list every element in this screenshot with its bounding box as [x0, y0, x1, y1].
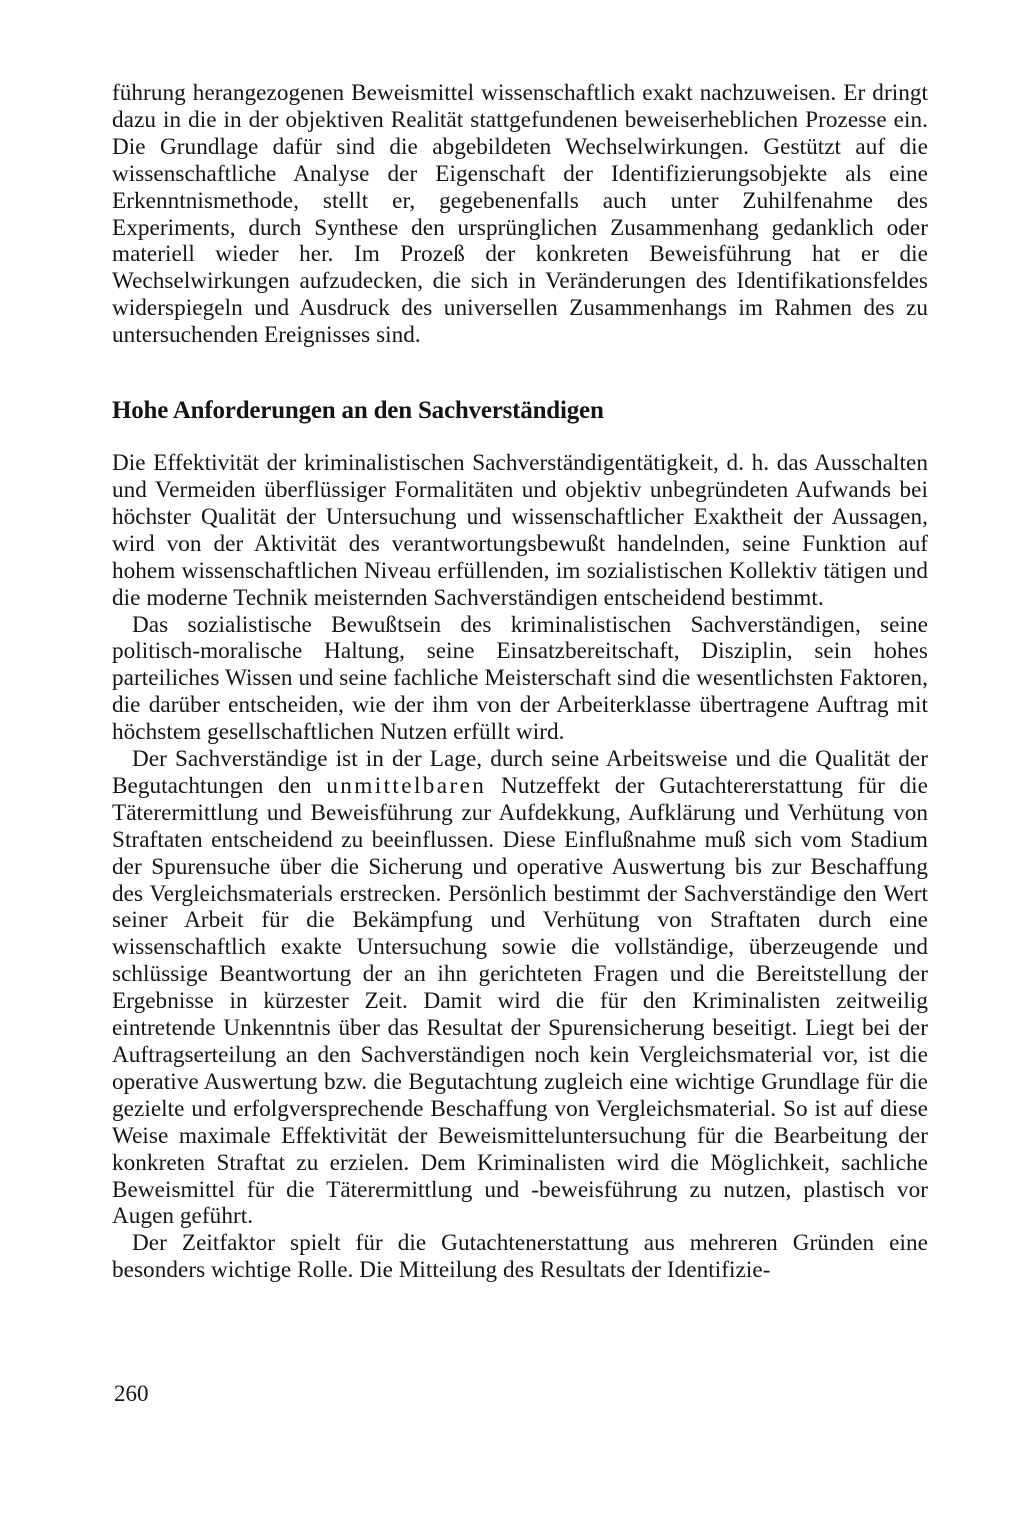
paragraph-4-text-end: Nutzeffekt der Gutachtererstattung für die Täterermittlung und Beweisführung zur Aufdekkung, Aufklärung und Verhütung von Straftaten entscheidend zu beeinflussen. Diese Einflußnahme muß sich vom Stadium der Spurensuche über die Sicherung und operative Auswertung bis zur Beschaffung des Vergleichsmaterials erstrecken. Persönlich bestimmt der Sachverständige den Wert seiner Arbeit für die Bekämpfung und Verhütung von Straftaten durch eine wissenschaftlich exakte Untersuchung sowie die vollständige, überzeugende und schlüssige Beantwortung der an ihn gerichteten Fragen und die Bereitstellung der Ergebnisse in kürzester Zeit. Damit wird die für den Kriminalisten zeitweilig eintretende Unkenntnis über das Resultat der Spurensicherung beseitigt. Liegt bei der Auftragserteilung an den Sachverständigen noch kein Vergleichsmaterial vor, ist die operative Auswertung bzw. die Begutachtung zugleich eine wichtige Grundlage für die gezielte und erfolgversprechende Beschaffung von Vergleichsmaterial. So ist auf diese Weise maximale Effektivität der Beweismitteluntersuchung für die Bearbeitung der konkreten Straftat zu erzielen. Dem Kriminalisten wird die Möglichkeit, sachliche Beweismittel für die Täterermittlung und -beweisführung zu nutzen, plastisch vor Augen geführt.: [112, 772, 928, 1230]
page-body: [112, 80, 928, 1284]
paragraph-4-text-start: Der Sachverständige ist in der Lage, durch seine Arbeitsweise und die Qualität der Begutachtungen den: [112, 746, 928, 799]
emphasized-word: unmittelbaren: [326, 772, 487, 799]
section-heading: Hohe Anforderungen an den Sachverständigen: [112, 397, 604, 425]
paragraph-4: [112, 746, 928, 1230]
paragraph-1: führung herangezogenen Beweismittel wissenschaftlich exakt nachzuweisen. Er dringt dazu in die in der objektiven Realität stattgefundenen beweiserheblichen Prozesse ein. Die Grundlage dafür sind die abgebildeten Wechselwirkungen. Gestützt auf die wissenschaftliche Analyse der Eigenschaft der Identifizierungsobjekte als eine Erkenntnismethode, stellt er, gegebenenfalls auch unter Zuhilfenahme des Experiments, durch Synthese den ursprünglichen Zusammenhang gedanklich oder materiell wieder her. Im Prozeß der konkreten Beweisführung hat er die Wechselwirkungen aufzudecken, die sich in Veränderungen des Identifikationsfeldes widerspiegeln und Ausdruck des universellen Zusammenhangs im Rahmen des zu untersuchenden Ereignisses sind.: [112, 80, 928, 349]
paragraph-2: Die Effektivität der kriminalistischen Sachverständigentätigkeit, d. h. das Ausschalten und Vermeiden überflüssiger Formalitäten und objektiv unbegründeten Aufwands bei höchster Qualität der Untersuchung und wissenschaftlicher Exaktheit der Aussagen, wird von der Aktivität des verantwortungsbewußt handelnden, seine Funktion auf hohem wissenschaftlichen Niveau erfüllenden, im sozialistischen Kollektiv tätigen und die moderne Technik meisternden Sachverständigen entscheidend bestimmt.: [112, 450, 928, 611]
page-number: 260: [114, 1381, 149, 1406]
paragraph-3: Das sozialistische Bewußtsein des kriminalistischen Sachverständigen, seine politisch-moralische Haltung, seine Einsatzbereitschaft, Disziplin, sein hohes parteiliches Wissen und seine fachliche Meisterschaft sind die wesentlichsten Faktoren, die darüber entscheiden, wie der ihm von der Arbeiterklasse übertragene Auftrag mit höchstem gesellschaftlichen Nutzen erfüllt wird.: [112, 611, 928, 746]
paragraph-5: Der Zeitfaktor spielt für die Gutachtenerstattung aus mehreren Gründen eine besonders wichtige Rolle. Die Mitteilung des Resultats der Identifizie-: [112, 1230, 928, 1284]
